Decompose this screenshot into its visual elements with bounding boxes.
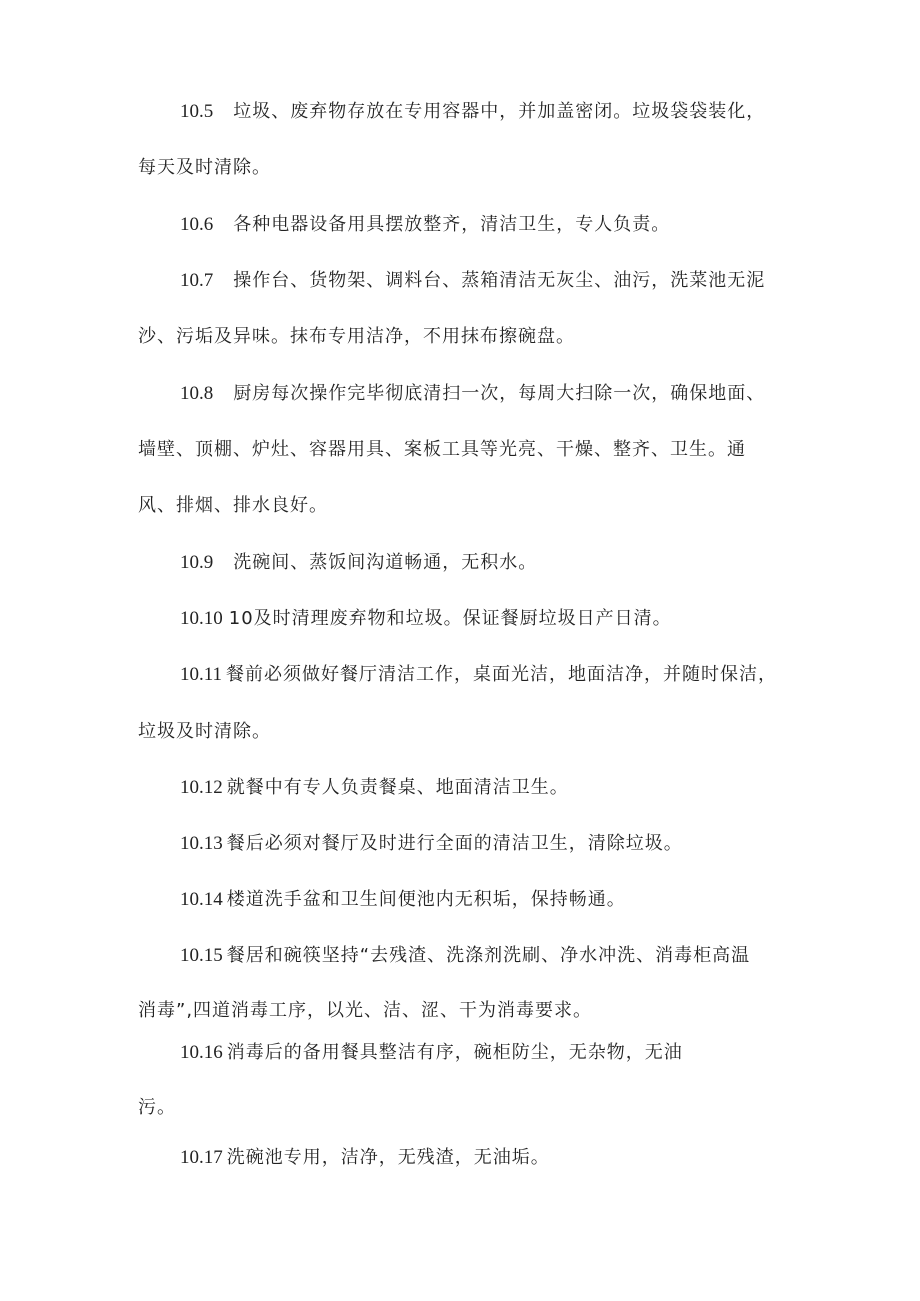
- clause-number: 10.13: [180, 833, 223, 854]
- paragraph-line: [138, 438, 746, 462]
- paragraph-line: [138, 720, 271, 744]
- clause-text: 风、排烟、排水良好。: [138, 495, 328, 516]
- clause-text: 各种电器设备用具摆放整齐，清洁卫生，专人负责。: [233, 214, 671, 235]
- clause-text: 洗碗间、蒸饭间沟道畅通，无积水。: [233, 552, 538, 573]
- clause-text: 10及时清理废弃物和垃圾。保证餐厨垃圾日产日清。: [228, 608, 672, 629]
- paragraph-line: [180, 1041, 683, 1065]
- clause-number: 10.5: [180, 101, 214, 122]
- clause-text: 就餐中有专人负责餐桌、地面清洁卫生。: [226, 777, 569, 798]
- paragraph-line: [180, 269, 765, 293]
- paragraph-line: [180, 382, 765, 406]
- clause-number: 10.15: [180, 945, 223, 966]
- paragraph-line: [180, 551, 537, 575]
- paragraph-line: [180, 776, 569, 800]
- clause-number: 10.17: [180, 1147, 223, 1168]
- paragraph-line: [180, 944, 750, 968]
- clause-text: 垃圾及时清除。: [138, 721, 271, 742]
- clause-text: 操作台、货物架、调料台、蒸箱清洁无灰尘、油污，洗菜池无泥: [233, 270, 766, 291]
- clause-text: 餐居和碗筷坚持“去残渣、洗涤剂洗刷、净水冲洗、消毒柜高温: [226, 945, 751, 966]
- clause-text: 消毒后的备用餐具整洁有序，碗柜防尘，无杂物，无油: [226, 1042, 683, 1063]
- clause-number: 10.16: [180, 1042, 223, 1063]
- paragraph-line: [138, 999, 592, 1023]
- paragraph-line: [180, 100, 765, 124]
- clause-number: 10.12: [180, 777, 223, 798]
- clause-text: 沙、污垢及异味。抹布专用洁净，不用抹布擦碗盘。: [138, 326, 575, 347]
- clause-text: 消毒”,四道消毒工序，以光、洁、涩、干为消毒要求。: [138, 1000, 593, 1021]
- clause-number: 10.8: [180, 383, 214, 404]
- paragraph-line: [180, 888, 626, 912]
- paragraph-line: [180, 1146, 550, 1170]
- paragraph-line: [180, 213, 670, 237]
- paragraph-line: [138, 494, 328, 518]
- paragraph-line: [180, 832, 683, 856]
- clause-text: 每天及时清除。: [138, 157, 271, 178]
- paragraph-line: [180, 607, 672, 631]
- paragraph-line: [138, 1096, 176, 1120]
- clause-text: 垃圾、废弃物存放在专用容器中，并加盖密闭。垃圾袋袋装化，: [233, 101, 766, 122]
- paragraph-line: [138, 156, 271, 180]
- clause-number: 10.6: [180, 214, 214, 235]
- clause-text: 墙壁、顶棚、炉灶、容器用具、案板工具等光亮、干燥、整齐、卫生。通: [138, 439, 746, 460]
- clause-text: 餐前必须做好餐厅清洁工作，桌面光洁，地面洁净，并随时保洁，: [226, 664, 778, 685]
- clause-number: 10.7: [180, 270, 214, 291]
- clause-number: 10.9: [180, 552, 214, 573]
- clause-text: 污。: [138, 1097, 176, 1118]
- clause-text: 楼道洗手盆和卫生间便池内无积垢，保持畅通。: [226, 889, 626, 910]
- paragraph-line: [180, 663, 777, 687]
- clause-number: 10.10: [180, 608, 223, 629]
- clause-number: 10.14: [180, 889, 223, 910]
- clause-text: 洗碗池专用，洁净，无残渣，无油垢。: [226, 1147, 550, 1168]
- clause-text: 厨房每次操作完毕彻底清扫一次，每周大扫除一次，确保地面、: [233, 383, 766, 404]
- paragraph-line: [138, 325, 575, 349]
- clause-text: 餐后必须对餐厅及时进行全面的清洁卫生，清除垃圾。: [226, 833, 683, 854]
- clause-number: 10.11: [180, 664, 223, 685]
